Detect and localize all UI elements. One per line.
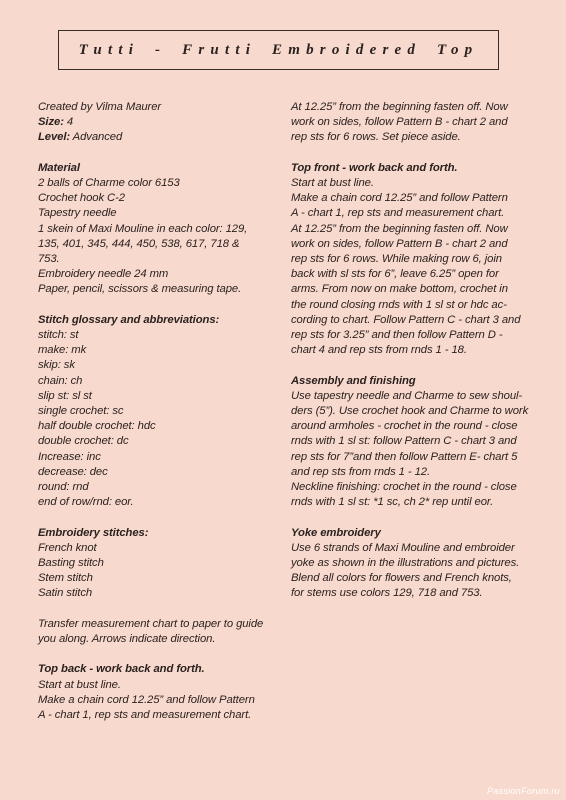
stitch-line: Satin stitch [38, 587, 93, 600]
level-line [38, 130, 278, 145]
embroidery-stitches-heading: Embroidery stitches: [38, 526, 149, 539]
glossary-line: single crochet: sc [38, 405, 124, 418]
right-column [291, 100, 531, 602]
glossary-line: half double crochet: hdc [38, 420, 156, 433]
glossary-line: make: mk [38, 344, 87, 357]
top-front-line: Make a chain cord 12.25” and follow Pattern [291, 192, 508, 205]
glossary-line: round: rnd [38, 481, 89, 494]
material-line: Paper, pencil, scissors & measuring tape. [38, 283, 242, 296]
level-value: Advanced [70, 131, 123, 144]
assembly-line: rep sts for 7”and then follow Pattern E- chart 5 [291, 450, 518, 463]
watermark: PassionForum.ru [486, 786, 560, 796]
material-line: Tapestry needle [38, 207, 117, 220]
top-front-line: cording to chart. Follow Pattern C - chart 3 and [291, 313, 521, 326]
glossary-line: double crochet: dc [38, 435, 129, 448]
size-line [38, 115, 278, 130]
left-column [38, 100, 278, 723]
assembly-line: Neckline finishing: crochet in the round - close [291, 481, 517, 494]
level-label: Level: [38, 131, 71, 144]
top-front-line: rep sts for 3.25” and then follow Pattern D - [291, 329, 503, 342]
page-title: Tutti - Frutti Embroidered Top [78, 41, 479, 58]
top-front-line: At 12.25” from the beginning fasten off. Now [291, 222, 508, 235]
assembly-heading: Assembly and finishing [291, 374, 416, 387]
yoke-line: for stems use colors 129, 718 and 753. [291, 587, 483, 600]
top-back-cont-line: At 12.25” from the beginning fasten off. Now [291, 101, 508, 113]
top-front-line: chart 4 and rep sts from rnds 1 - 18. [291, 344, 467, 357]
top-front-line: back with sl sts for 6”, leave 6.25” open for [291, 268, 499, 281]
glossary-line: slip st: sl st [38, 389, 92, 402]
top-front-line: arms. From now on make bottom, crochet in [291, 283, 508, 296]
top-front-line: work on sides, follow Pattern B - chart 2 and [291, 237, 508, 250]
material-line: 753. [38, 253, 60, 266]
top-back-line: Make a chain cord 12.25” and follow Pattern [38, 693, 255, 706]
created-by: Created by Vilma Maurer [38, 101, 162, 113]
yoke-heading: Yoke embroidery [291, 526, 381, 539]
transfer-line: Transfer measurement chart to paper to guide [38, 617, 264, 630]
glossary-line: stitch: st [38, 329, 79, 342]
yoke-line: Blend all colors for flowers and French knots, [291, 572, 512, 585]
assembly-line: Use tapestry needle and Charme to sew shoul- [291, 389, 523, 402]
glossary-line: chain: ch [38, 374, 83, 387]
assembly-line: rnds with 1 sl st: *1 sc, ch 2* rep until eor. [291, 496, 494, 509]
stitch-line: Stem stitch [38, 572, 93, 585]
glossary-line: skip: sk [38, 359, 75, 372]
size-label: Size: [38, 116, 64, 129]
top-back-heading: Top back - work back and forth. [38, 663, 205, 676]
material-line: 2 balls of Charme color 6153 [38, 177, 180, 189]
assembly-line: around armholes - crochet in the round - close [291, 420, 518, 433]
top-front-heading: Top front - work back and forth. [291, 161, 458, 174]
size-value: 4 [63, 116, 74, 129]
yoke-line: yoke as shown in the illustrations and pictures. [291, 557, 520, 570]
top-back-line: A - chart 1, rep sts and measurement chart. [38, 709, 252, 722]
stitch-line: Basting stitch [38, 557, 104, 570]
assembly-line: and rep sts from rnds 1 - 12. [291, 465, 431, 478]
assembly-line: rnds with 1 sl st: follow Pattern C - chart 3 and [291, 435, 517, 448]
material-line: 135, 401, 345, 444, 450, 538, 617, 718 & [38, 237, 240, 250]
transfer-line: you along. Arrows indicate direction. [38, 633, 216, 646]
assembly-line: ders (5”). Use crochet hook and Charme to work [291, 405, 529, 418]
title-box [58, 30, 499, 70]
material-heading: Material [38, 161, 80, 174]
glossary-line: decrease: dec [38, 465, 108, 478]
material-line: Embroidery needle 24 mm [38, 268, 169, 281]
yoke-line: Use 6 strands of Maxi Mouline and embroider [291, 541, 515, 554]
material-line: 1 skein of Maxi Mouline in each color: 129, [38, 222, 248, 235]
top-back-cont-line: work on sides, follow Pattern B - chart 2 and [291, 116, 508, 129]
top-front-line: the round closing rnds with 1 sl st or hdc ac- [291, 298, 507, 311]
top-front-line: rep sts for 6 rows. While making row 6, join [291, 253, 502, 266]
glossary-line: Increase: inc [38, 450, 101, 463]
stitch-line: French knot [38, 541, 97, 554]
material-line: Crochet hook C-2 [38, 192, 125, 205]
top-back-line: Start at bust line. [38, 678, 121, 691]
glossary-heading: Stitch glossary and abbreviations: [38, 313, 220, 326]
top-front-line: Start at bust line. [291, 177, 374, 189]
glossary-line: end of row/rnd: eor. [38, 496, 134, 509]
top-back-cont-line: rep sts for 6 rows. Set piece aside. [291, 131, 461, 144]
top-front-line: A - chart 1, rep sts and measurement chart. [291, 207, 505, 220]
